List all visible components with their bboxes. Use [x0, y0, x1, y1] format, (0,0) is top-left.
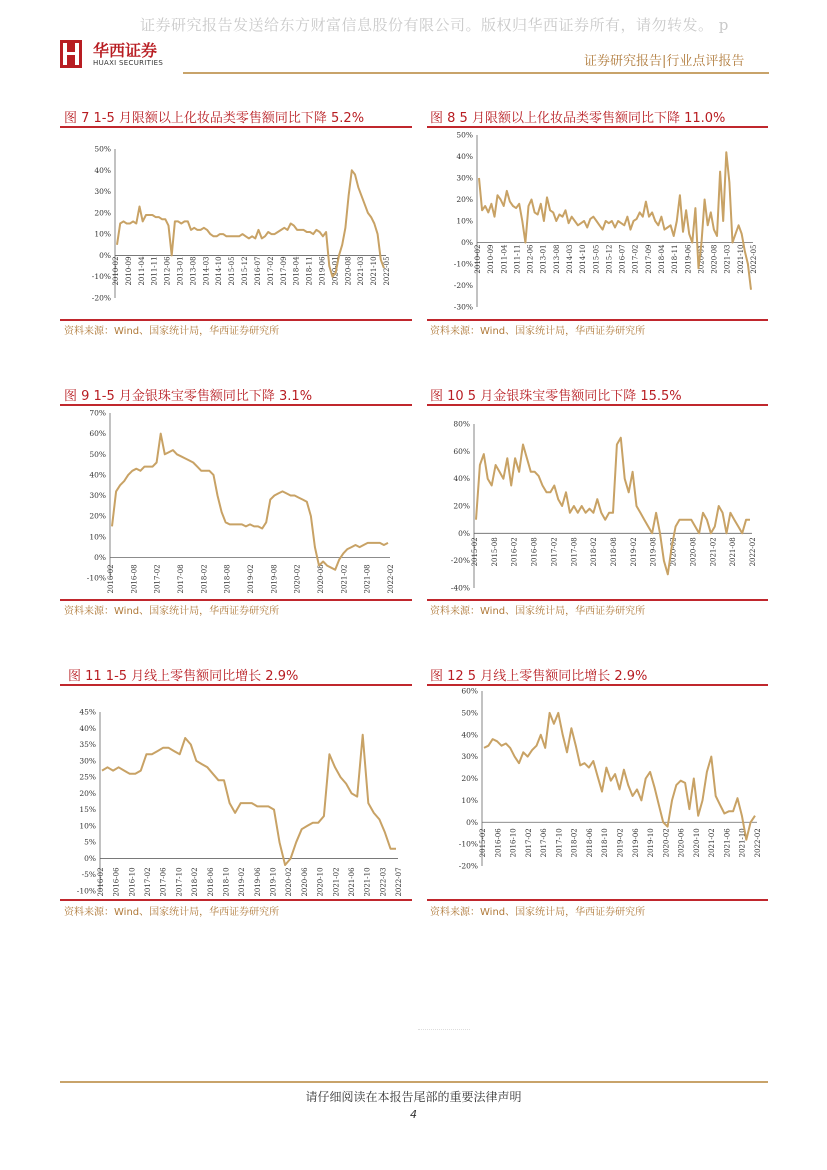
y-tick-label: 45%: [79, 707, 96, 717]
x-tick-label: 2017-09: [279, 256, 288, 286]
x-tick-label: 2018-02: [200, 564, 209, 594]
figure-9-source: 资料来源：Wind、国家统计局，华西证券研究所: [64, 606, 280, 617]
figure-11-title: 图 11 1-5 月线上零售额同比增长 2.9%: [68, 669, 299, 684]
y-tick-label: 10%: [79, 821, 96, 831]
x-tick-label: 2022-03: [379, 867, 388, 897]
report-type: 证券研究报告|行业点评报告: [584, 54, 745, 69]
x-tick-label: 2022-05: [750, 244, 758, 274]
y-tick-label: -10%: [86, 573, 106, 583]
header-divider: [183, 72, 769, 74]
x-tick-label: 2010-02: [112, 256, 120, 286]
x-tick-label: 2016-02: [510, 537, 519, 567]
y-tick-label: -20%: [450, 556, 470, 566]
x-tick-label: 2019-10: [269, 867, 278, 897]
y-tick-label: 80%: [453, 419, 470, 429]
x-tick-label: 2019-10: [647, 828, 656, 858]
x-tick-label: 2016-08: [530, 537, 539, 567]
x-tick-label: 2013-01: [539, 244, 548, 274]
x-tick-label: 2020-06: [300, 867, 309, 897]
y-tick-label: -5%: [81, 870, 96, 880]
y-tick-label: 40%: [79, 723, 96, 733]
figure-10-chart: [427, 406, 768, 592]
y-tick-label: 40%: [453, 474, 470, 484]
y-tick-label: -10%: [91, 272, 111, 282]
figure-9-title: 图 9 1-5 月金银珠宝零售额同比下降 3.1%: [64, 389, 313, 404]
x-tick-label: 2018-10: [601, 828, 610, 858]
x-tick-label: 2021-10: [736, 244, 745, 274]
x-tick-label: 2020-02: [662, 828, 671, 858]
figure-8-bottom-rule: [427, 319, 768, 321]
figure-11-top-rule: [60, 684, 412, 686]
x-tick-label: 2022-07: [395, 867, 403, 897]
figure-10-source: 资料来源：Wind、国家统计局，华西证券研究所: [430, 606, 646, 617]
x-tick-label: 2017-02: [144, 867, 153, 897]
x-tick-label: 2016-08: [130, 564, 139, 594]
x-tick-label: 2020-01: [697, 244, 706, 274]
y-tick-label: 30%: [461, 752, 478, 762]
x-tick-label: 2019-06: [631, 828, 640, 858]
x-tick-label: 2019-02: [238, 867, 247, 897]
x-tick-label: 2021-08: [363, 564, 372, 594]
figure-12-title: 图 12 5 月线上零售额同比增长 2.9%: [430, 669, 648, 684]
y-tick-label: 60%: [89, 429, 106, 439]
x-tick-label: 2011-11: [513, 244, 522, 274]
x-tick-label: 2019-06: [684, 244, 693, 274]
x-tick-label: 2021-02: [340, 564, 349, 594]
x-tick-label: 2015-12: [605, 244, 614, 274]
x-tick-label: 2021-03: [357, 256, 366, 286]
x-tick-label: 2020-02: [293, 564, 302, 594]
y-tick-label: 20%: [461, 774, 478, 783]
x-tick-label: 2021-10: [738, 828, 747, 858]
page-number: 4: [410, 1108, 417, 1121]
x-tick-label: 2019-06: [318, 256, 327, 286]
x-tick-label: 2014-03: [566, 244, 574, 274]
x-tick-label: 2013-01: [176, 256, 185, 286]
y-tick-label: 30%: [79, 756, 96, 766]
x-tick-label: 2021-06: [347, 867, 356, 897]
x-tick-label: 2018-06: [206, 867, 215, 897]
y-tick-label: 70%: [89, 408, 106, 418]
x-tick-label: 2010-02: [474, 244, 482, 274]
figure-11-chart: [60, 705, 412, 895]
x-tick-label: 2015-02: [479, 828, 487, 858]
x-tick-label: 2017-06: [540, 828, 549, 858]
x-tick-label: 2022-02: [754, 828, 762, 858]
x-tick-label: 2018-06: [585, 828, 594, 858]
x-tick-label: 2018-10: [222, 867, 231, 897]
x-tick-label: 2012-06: [526, 244, 535, 274]
x-tick-label: 2020-02: [285, 867, 294, 897]
x-tick-label: 2017-09: [644, 244, 653, 274]
x-tick-label: 2011-04: [500, 244, 509, 274]
figure-12-source: 资料来源：Wind、国家统计局，华西证券研究所: [430, 907, 646, 918]
y-tick-label: 50%: [89, 449, 106, 459]
x-tick-label: 2020-06: [677, 828, 686, 858]
y-tick-label: -20%: [453, 281, 473, 290]
x-tick-label: 2020-10: [316, 867, 325, 897]
logo-english-name: HUAXI SECURITIES: [93, 59, 164, 67]
figure-12-bottom-rule: [427, 899, 768, 901]
x-tick-label: 2020-08: [344, 256, 353, 286]
figure-7-chart: [60, 132, 412, 314]
y-tick-label: 40%: [94, 165, 111, 175]
y-tick-label: 10%: [89, 532, 106, 542]
x-tick-label: 2018-04: [292, 256, 301, 286]
y-tick-label: -10%: [453, 259, 473, 269]
y-tick-label: 20%: [453, 501, 470, 511]
x-tick-label: 2020-08: [710, 244, 719, 274]
figure-11-source: 资料来源：Wind、国家统计局，华西证券研究所: [64, 907, 280, 918]
x-tick-label: 2021-02: [708, 828, 717, 858]
x-tick-label: 2016-07: [253, 256, 262, 286]
y-tick-label: 0%: [99, 250, 111, 260]
x-tick-label: 2019-08: [649, 537, 658, 567]
x-tick-label: 2020-01: [331, 256, 340, 286]
x-tick-label: 2011-04: [137, 256, 146, 286]
x-tick-label: 2016-06: [494, 828, 503, 858]
x-tick-label: 2020-08: [689, 537, 698, 567]
legal-notice: 请仔细阅读在本报告尾部的重要法律声明: [305, 1090, 522, 1104]
series-line: [484, 713, 755, 840]
y-tick-label: 20%: [456, 195, 473, 204]
figure-7-source: 资料来源：Wind、国家统计局，华西证券研究所: [64, 326, 280, 337]
x-tick-label: 2014-03: [202, 256, 211, 286]
x-tick-label: 2020-08: [317, 564, 325, 594]
x-tick-label: 2011-11: [150, 256, 159, 286]
y-tick-label: 40%: [89, 470, 106, 480]
x-tick-label: 2017-02: [631, 244, 640, 274]
y-tick-label: -20%: [458, 861, 478, 871]
x-tick-label: 2017-02: [153, 564, 162, 594]
x-tick-label: 2014-10: [579, 244, 588, 274]
x-tick-label: 2021-03: [723, 244, 732, 274]
y-tick-label: 15%: [79, 805, 96, 815]
x-tick-label: 2017-08: [570, 537, 579, 567]
y-tick-label: 35%: [79, 740, 96, 750]
x-tick-label: 2021-10: [370, 256, 379, 286]
y-tick-label: 10%: [456, 216, 473, 226]
x-tick-label: 2021-02: [332, 867, 341, 897]
y-tick-label: 0%: [84, 853, 96, 863]
figure-8-chart: [427, 128, 768, 314]
y-tick-label: 5%: [84, 837, 96, 847]
series-line: [102, 735, 396, 865]
x-tick-label: 2022-05: [383, 256, 391, 286]
x-tick-label: 2012-06: [163, 256, 172, 286]
y-tick-label: 40%: [456, 152, 473, 161]
x-tick-label: 2013-08: [552, 244, 561, 274]
x-tick-label: 2022-02: [387, 564, 395, 594]
x-tick-label: 2019-02: [616, 828, 625, 858]
y-tick-label: 0%: [458, 528, 470, 538]
x-tick-label: 2018-08: [610, 537, 618, 567]
x-tick-label: 2022-02: [749, 537, 757, 567]
y-tick-label: 10%: [94, 229, 111, 239]
figure-7-title: 图 7 1-5 月限额以上化妆品类零售额同比下降 5.2%: [64, 111, 365, 126]
y-tick-label: 0%: [466, 817, 478, 827]
x-tick-label: 2016-07: [618, 244, 627, 274]
x-tick-label: 2021-10: [363, 867, 372, 897]
x-tick-label: 2019-08: [270, 564, 279, 594]
y-tick-label: 30%: [456, 173, 473, 183]
x-tick-label: 2016-02: [107, 564, 115, 594]
x-tick-label: 2017-02: [266, 256, 275, 286]
y-tick-label: 60%: [461, 686, 478, 696]
footer-divider: [60, 1081, 768, 1083]
x-tick-label: 2017-10: [555, 828, 564, 858]
x-tick-label: 2017-02: [550, 537, 559, 567]
y-tick-label: 60%: [453, 446, 470, 456]
x-tick-label: 2015-05: [592, 244, 601, 274]
x-tick-label: 2021-08: [729, 537, 738, 567]
y-tick-label: -30%: [453, 302, 473, 312]
x-tick-label: 2018-02: [191, 867, 200, 897]
y-tick-label: 20%: [79, 788, 96, 798]
x-tick-label: 2016-10: [128, 867, 137, 897]
x-tick-label: 2021-06: [723, 828, 732, 858]
series-line: [112, 434, 388, 570]
y-tick-label: 0%: [461, 238, 473, 247]
x-tick-label: 2019-02: [629, 537, 638, 567]
x-tick-label: 2018-11: [305, 256, 314, 286]
x-tick-label: 2015-12: [241, 256, 250, 286]
x-tick-label: 2020-10: [692, 828, 701, 858]
x-tick-label: 2015-08: [490, 537, 499, 567]
figure-11-bottom-rule: [60, 899, 412, 901]
figure-7-bottom-rule: [60, 319, 412, 321]
y-tick-label: -10%: [76, 886, 96, 896]
x-tick-label: 2010-09: [124, 256, 133, 286]
figure-7-top-rule: [60, 126, 412, 128]
y-tick-label: -40%: [450, 583, 470, 593]
x-tick-label: 2010-09: [487, 244, 496, 274]
y-tick-label: 50%: [456, 130, 473, 140]
watermark-text: 证券研究报告发送给东方财富信息股份有限公司。版权归华西证券所有，请勿转发。 p: [140, 16, 729, 34]
y-tick-label: 20%: [89, 511, 106, 521]
y-tick-label: 0%: [94, 552, 106, 562]
figure-12-chart: [427, 686, 768, 886]
y-tick-label: 10%: [461, 795, 478, 805]
x-tick-label: 2018-02: [590, 537, 599, 567]
logo-name: 华西证券: [93, 41, 158, 60]
x-tick-label: 2015-05: [228, 256, 237, 286]
y-tick-label: 50%: [94, 144, 111, 154]
x-tick-label: 2014-10: [215, 256, 224, 286]
footnote-divider: [418, 1029, 470, 1030]
x-tick-label: 2018-04: [658, 244, 666, 274]
logo-mark-icon: [60, 40, 82, 68]
x-tick-label: 2016-02: [97, 867, 105, 897]
y-tick-label: 30%: [89, 491, 106, 500]
figure-9-chart: [60, 406, 412, 596]
y-tick-label: 40%: [461, 730, 478, 740]
x-tick-label: 2019-02: [247, 564, 255, 594]
x-tick-label: 2016-06: [112, 867, 121, 897]
y-tick-label: -20%: [91, 293, 111, 303]
x-tick-label: 2017-06: [159, 867, 168, 897]
x-tick-label: 2019-06: [253, 867, 262, 897]
x-tick-label: 2018-11: [671, 244, 680, 274]
x-tick-label: 2018-08: [223, 564, 232, 594]
x-tick-label: 2013-08: [189, 256, 198, 286]
x-tick-label: 2017-02: [524, 828, 533, 858]
figure-9-bottom-rule: [60, 599, 412, 601]
y-tick-label: 50%: [461, 708, 478, 718]
x-tick-label: 2021-02: [709, 537, 718, 567]
figure-8-source: 资料来源：Wind、国家统计局，华西证券研究所: [430, 326, 646, 337]
figure-10-title: 图 10 5 月金银珠宝零售额同比下降 15.5%: [430, 389, 682, 404]
x-tick-label: 2017-10: [175, 867, 184, 897]
x-tick-label: 2018-02: [570, 828, 579, 858]
y-tick-label: 25%: [79, 772, 96, 782]
x-tick-label: 2017-08: [177, 564, 185, 594]
y-tick-label: 20%: [94, 208, 111, 218]
x-tick-label: 2020-02: [669, 537, 678, 567]
figure-10-bottom-rule: [427, 599, 768, 601]
y-tick-label: 30%: [94, 187, 111, 197]
figure-8-title: 图 8 5 月限额以上化妆品类零售额同比下降 11.0%: [430, 111, 726, 126]
x-tick-label: 2015-02: [471, 537, 479, 567]
x-tick-label: 2016-10: [509, 828, 518, 858]
y-tick-label: -10%: [458, 839, 478, 849]
